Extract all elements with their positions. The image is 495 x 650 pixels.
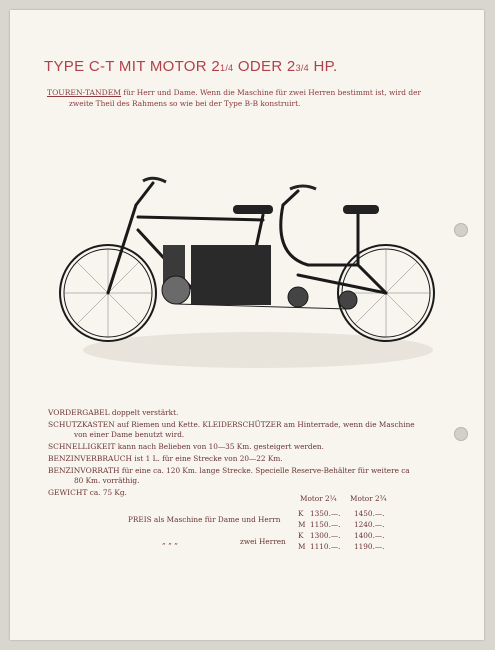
price-row-k-a: 1350.—. (310, 509, 341, 518)
spec-item-vordergabel: VORDERGABEL doppelt verstärkt. (48, 408, 179, 417)
price-row-k: K (298, 509, 304, 518)
tandem-drawing (58, 165, 443, 385)
price-row-m-b: 1240.—. (354, 520, 385, 529)
price-ditto: „ „ „ (162, 537, 178, 546)
price-row-m-a: 1150.—. (310, 520, 341, 529)
intro-text: für Herr und Dame. Wenn die Maschine für zwei Herren bestimmt ist, wird der (121, 88, 422, 97)
price-row-k2-b: 1400.—. (354, 531, 385, 540)
price-label-2: zwei Herren (240, 537, 286, 546)
punch-hole-top (454, 223, 468, 237)
price-row-m: M (298, 520, 306, 529)
intro-cont: zweite Theil des Rahmens so wie bei der Type B-B konstruirt. (69, 98, 301, 108)
intro-lead: TOUREN-TANDEM (47, 88, 122, 97)
spec-item-gewicht: GEWICHT ca. 75 Kg. (48, 488, 127, 497)
price-col-header-1: Motor 2¼ (300, 494, 337, 503)
spec-item-schnelligkeit: SCHNELLIGKEIT kann nach Belieben von 10—35 Km. gesteigert werden. (48, 442, 324, 451)
price-row-k2-a: 1300.—. (310, 531, 341, 540)
price-row-k-b: 1450.—. (354, 509, 385, 518)
tandem-motorcycle-illustration (58, 165, 443, 385)
price-row-m2-a: 1110.—. (310, 542, 341, 551)
spec-item-benzinverbrauch: BENZINVERBRAUCH ist 1 L. für eine Strecke von 20—22 Km. (48, 454, 283, 463)
price-label: PREIS als Maschine für Dame und Herrn (128, 515, 281, 524)
spec-item-benzinvorrath: BENZINVORRATH für eine ca. 120 Km. lange Strecke. Specielle Reserve-Behälter für weitere ca 80 Km. vorräthig. (48, 466, 410, 485)
price-row-m2: M (298, 542, 306, 551)
spec-list (48, 408, 448, 500)
punch-hole-bottom (454, 427, 468, 441)
intro-paragraph (47, 88, 442, 109)
price-row-k2: K (298, 531, 304, 540)
price-col-header-2: Motor 2¾ (350, 494, 387, 503)
price-row-m2-b: 1190.—. (354, 542, 385, 551)
spec-item-schutzkasten: SCHUTZKASTEN auf Riemen und Kette. KLEIDERSCHÜTZER am Hinterrade, wenn die Maschine von einer Dame benutzt wird. (48, 420, 415, 439)
page-title: TYPE C-T MIT MOTOR 21/4 ODER 23/4 HP. (44, 58, 338, 75)
